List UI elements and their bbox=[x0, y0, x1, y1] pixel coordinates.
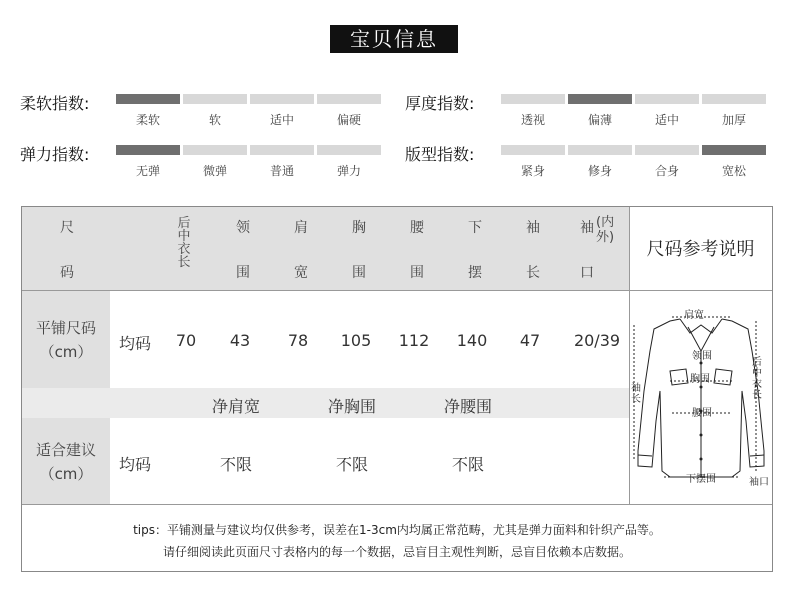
header-waist-2: 围 bbox=[410, 265, 424, 281]
softness-option-0: 柔软 bbox=[135, 113, 160, 127]
tips-line-2: 请仔细阅读此页面尺寸表格内的每一个数据，忌盲目主观性判断，忌盲目依赖本店数据。 bbox=[162, 545, 631, 559]
header-collar-2: 围 bbox=[236, 265, 250, 281]
fit-option-0: 紧身 bbox=[520, 164, 545, 178]
flat-value-6: 47 bbox=[519, 331, 541, 350]
elasticity-bar-0 bbox=[116, 145, 180, 155]
flat-size: 均码 bbox=[118, 334, 151, 353]
thickness-bar-1 bbox=[568, 94, 632, 104]
flat-value-5: 140 bbox=[456, 331, 488, 350]
softness-option-3: 偏硬 bbox=[336, 113, 361, 127]
diagram-chest-label: 胸围 bbox=[690, 374, 710, 385]
flat-label-bg bbox=[22, 290, 110, 388]
softness-option-2: 适中 bbox=[269, 113, 294, 127]
thickness-bar-3 bbox=[702, 94, 766, 104]
fit-label-bg bbox=[22, 418, 110, 504]
header-cuff-2: 口 bbox=[580, 265, 594, 281]
thickness-bar-0 bbox=[501, 94, 565, 104]
fit-bar-2 bbox=[635, 145, 699, 155]
diagram-collar-label: 领围 bbox=[692, 351, 712, 362]
header-cuff-paren: (内外) bbox=[596, 215, 615, 245]
header-sleeve-2: 长 bbox=[526, 265, 540, 281]
thickness-option-3: 加厚 bbox=[721, 113, 746, 127]
fit-label-2: （cm） bbox=[39, 465, 93, 483]
flat-value-4: 112 bbox=[398, 331, 430, 350]
elasticity-bar-2 bbox=[250, 145, 314, 155]
tips-line-1: tips：平铺测量与建议均仅供参考，误差在1-3cm内均属正常范畴，尤其是弹力面料和针织产品等。 bbox=[133, 523, 661, 537]
page-title: 宝贝信息 bbox=[330, 25, 458, 53]
fit-bar-1 bbox=[568, 145, 632, 155]
thickness-option-2: 适中 bbox=[654, 113, 679, 127]
diagram-cuff-label: 袖口 bbox=[749, 477, 769, 488]
elasticity-index-label: 弹力指数: bbox=[20, 145, 90, 164]
thickness-option-0: 透视 bbox=[520, 113, 545, 127]
flat-label-1: 平铺尺码 bbox=[35, 319, 96, 337]
header-hem-2: 摆 bbox=[468, 265, 482, 281]
diagram-sleeve-label: 袖长 bbox=[631, 383, 641, 405]
header-waist-1: 腰 bbox=[410, 220, 424, 236]
header-size-bottom: 码 bbox=[60, 265, 74, 281]
fit-option-3: 宽松 bbox=[721, 164, 746, 178]
header-cuff-1: 袖 bbox=[580, 220, 594, 236]
elasticity-option-0: 无弹 bbox=[135, 164, 160, 178]
elasticity-bar-1 bbox=[183, 145, 247, 155]
fit-index-label: 版型指数: bbox=[405, 145, 475, 164]
fit-size: 均码 bbox=[118, 455, 151, 474]
elasticity-option-1: 微弹 bbox=[202, 164, 227, 178]
net-shoulder-label: 净肩宽 bbox=[211, 397, 260, 416]
net-chest-label: 净胸围 bbox=[327, 397, 376, 416]
header-shoulder-1: 肩 bbox=[294, 220, 308, 236]
size-guide-title: 尺码参考说明 bbox=[646, 239, 755, 260]
header-shoulder-2: 宽 bbox=[294, 265, 308, 281]
header-chest-2: 围 bbox=[352, 265, 366, 281]
flat-value-0: 70 bbox=[175, 331, 197, 350]
fit-waist: 不限 bbox=[451, 455, 484, 474]
diagram-waist-label: 腰围 bbox=[692, 408, 712, 419]
diagram-back-length-label: 后中衣长 bbox=[752, 357, 762, 401]
softness-bar-2 bbox=[250, 94, 314, 104]
thickness-index-label: 厚度指数: bbox=[405, 94, 475, 113]
fit-chest: 不限 bbox=[335, 455, 368, 474]
header-size-top: 尺 bbox=[60, 220, 74, 236]
header-collar-1: 领 bbox=[236, 220, 250, 236]
fit-option-2: 合身 bbox=[654, 164, 679, 178]
header-sleeve-1: 袖 bbox=[526, 220, 540, 236]
fit-label-1: 适合建议 bbox=[35, 441, 96, 459]
flat-label-2: （cm） bbox=[39, 343, 93, 361]
diagram-hem-label: 下摆围 bbox=[686, 474, 716, 485]
softness-bar-1 bbox=[183, 94, 247, 104]
softness-index-label: 柔软指数: bbox=[20, 94, 90, 113]
header-chest-1: 胸 bbox=[352, 220, 366, 236]
fit-bar-3 bbox=[702, 145, 766, 155]
thickness-option-1: 偏薄 bbox=[587, 113, 612, 127]
elasticity-option-3: 弹力 bbox=[336, 164, 361, 178]
flat-value-2: 78 bbox=[287, 331, 309, 350]
softness-option-1: 软 bbox=[208, 113, 221, 127]
softness-bar-0 bbox=[116, 94, 180, 104]
flat-value-1: 43 bbox=[229, 331, 251, 350]
fit-shoulder: 不限 bbox=[219, 455, 252, 474]
softness-bar-3 bbox=[317, 94, 381, 104]
flat-value-3: 105 bbox=[340, 331, 372, 350]
header-hem-1: 下 bbox=[468, 220, 482, 236]
flat-value-7: 20/39 bbox=[573, 331, 621, 350]
fit-option-1: 修身 bbox=[587, 164, 612, 178]
elasticity-bar-3 bbox=[317, 145, 381, 155]
fit-bar-0 bbox=[501, 145, 565, 155]
thickness-bar-2 bbox=[635, 94, 699, 104]
size-table bbox=[21, 206, 773, 572]
elasticity-option-2: 普通 bbox=[269, 164, 294, 178]
header-back-length: 后中衣长 bbox=[177, 216, 191, 270]
diagram-shoulder-label: 肩宽 bbox=[684, 310, 704, 321]
net-waist-label: 净腰围 bbox=[443, 397, 492, 416]
